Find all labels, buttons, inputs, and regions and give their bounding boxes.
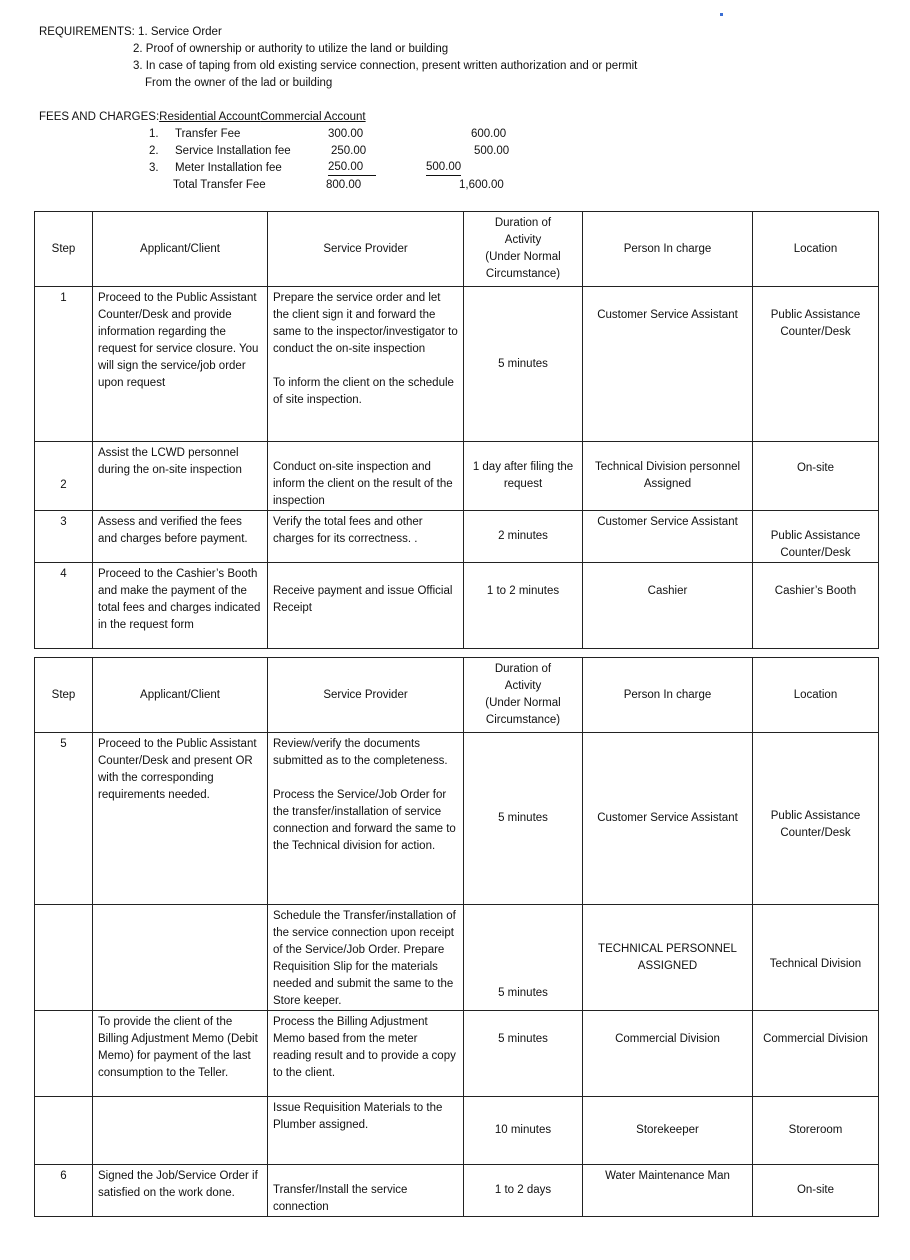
table-row xyxy=(35,1165,879,1217)
fee-total-commercial: 1,600.00 xyxy=(459,179,504,191)
requirements-line-1 xyxy=(39,24,222,41)
row-step: 1 xyxy=(35,287,93,442)
table-row xyxy=(35,1097,879,1165)
row-duration: 1 day after filing the request xyxy=(464,442,583,511)
header-step: Step xyxy=(35,212,93,287)
row-provider: Transfer/Install the service connection xyxy=(268,1165,464,1217)
fee-row-commercial: 600.00 xyxy=(471,128,507,140)
table-row xyxy=(35,1011,879,1097)
row-step: 4 xyxy=(35,563,93,649)
row-applicant xyxy=(93,905,268,1011)
requirement-item-2: 2. Proof of ownership or authority to utilize the land or building xyxy=(133,43,449,55)
row-location: Commercial Division xyxy=(753,1011,879,1097)
header-location: Location xyxy=(753,658,879,733)
process-table-1 xyxy=(34,211,879,649)
fee-row-num: 2. xyxy=(149,145,159,157)
fees-header xyxy=(39,109,366,126)
table-row xyxy=(35,563,879,649)
row-applicant: Proceed to the Public Assistant Counter/Desk and present OR with the corresponding requirements needed. xyxy=(93,733,268,905)
fee-row-name: Service Installation fee xyxy=(175,145,291,157)
row-location: Cashier’s Booth xyxy=(753,563,879,649)
row-provider: Conduct on-site inspection and inform the client on the result of the inspection xyxy=(268,442,464,511)
row-person: Technical Division personnel Assigned xyxy=(583,442,753,511)
header-step: Step xyxy=(35,658,93,733)
process-table-2 xyxy=(34,657,879,1217)
table-header-row xyxy=(35,212,879,287)
row-location: Public Assistance Counter/Desk xyxy=(753,287,879,442)
table-header-row xyxy=(35,658,879,733)
requirement-item-3-continued: From the owner of the lad or building xyxy=(145,77,333,89)
row-applicant: Assist the LCWD personnel during the on-site inspection xyxy=(93,442,268,511)
row-applicant: Assess and verified the fees and charges before payment. xyxy=(93,511,268,563)
row-location: Public Assistance Counter/Desk xyxy=(753,511,879,563)
row-duration: 1 to 2 days xyxy=(464,1165,583,1217)
header-person: Person In charge xyxy=(583,658,753,733)
table-row xyxy=(35,287,879,442)
header-applicant: Applicant/Client xyxy=(93,658,268,733)
row-location: Public Assistance Counter/Desk xyxy=(753,733,879,905)
row-step: 5 xyxy=(35,733,93,905)
row-step: 2 xyxy=(35,442,93,511)
fee-row-commercial: 500.00 xyxy=(474,145,510,157)
row-duration: 5 minutes xyxy=(464,1011,583,1097)
requirement-item-3: 3. In case of taping from old existing service connection, present written authorization and or permit xyxy=(133,60,638,72)
row-applicant: Proceed to the Cashier’s Booth and make the payment of the total fees and charges indicated in the request form xyxy=(93,563,268,649)
row-duration: 1 to 2 minutes xyxy=(464,563,583,649)
row-provider: Prepare the service order and let the client sign it and forward the same to the inspector/investigator to conduct the on-site inspection To inform the client on the schedule of site inspection. xyxy=(268,287,464,442)
fees-col-commercial: Commercial Account xyxy=(260,111,366,123)
table-row xyxy=(35,905,879,1011)
requirements-label: REQUIREMENTS: xyxy=(39,26,135,38)
header-person: Person In charge xyxy=(583,212,753,287)
row-step xyxy=(35,1097,93,1165)
row-location: Storeroom xyxy=(753,1097,879,1165)
row-applicant: Signed the Job/Service Order if satisfied on the work done. xyxy=(93,1165,268,1217)
fee-row-name: Meter Installation fee xyxy=(175,162,282,174)
row-duration: 5 minutes xyxy=(464,287,583,442)
fee-row-num: 3. xyxy=(149,162,159,174)
header-duration: Duration of Activity (Under Normal Circumstance) xyxy=(464,658,583,733)
fee-total-residential: 800.00 xyxy=(326,179,362,191)
table-row xyxy=(35,511,879,563)
row-provider: Review/verify the documents submitted as to the completeness. Process the Service/Job Order for the transfer/installation of service connection and forward the same to the Technical division for action. xyxy=(268,733,464,905)
table-row xyxy=(35,733,879,905)
fee-row-residential: 250.00 xyxy=(328,160,376,176)
row-applicant: Proceed to the Public Assistant Counter/Desk and provide information regarding the request for service closure. You will sign the service/job order upon request xyxy=(93,287,268,442)
header-provider: Service Provider xyxy=(268,212,464,287)
fees-col-residential: Residential Account xyxy=(159,111,261,123)
row-applicant: To provide the client of the Billing Adjustment Memo (Debit Memo) for payment of the last consumption to the Teller. xyxy=(93,1011,268,1097)
row-step: 3 xyxy=(35,511,93,563)
requirement-item-1: 1. Service Order xyxy=(138,26,222,38)
header-applicant: Applicant/Client xyxy=(93,212,268,287)
fees-label: FEES AND CHARGES: xyxy=(39,111,160,123)
header-location: Location xyxy=(753,212,879,287)
row-location: On-site xyxy=(753,442,879,511)
row-location: Technical Division xyxy=(753,905,879,1011)
fee-total-label: Total Transfer Fee xyxy=(173,179,266,191)
row-step: 6 xyxy=(35,1165,93,1217)
header-duration: Duration of Activity (Under Normal Circumstance) xyxy=(464,212,583,287)
row-person: Customer Service Assistant xyxy=(583,733,753,905)
blue-mark xyxy=(720,13,723,16)
row-person: Water Maintenance Man xyxy=(583,1165,753,1217)
row-step xyxy=(35,1011,93,1097)
row-person: TECHNICAL PERSONNEL ASSIGNED xyxy=(583,905,753,1011)
row-person: Storekeeper xyxy=(583,1097,753,1165)
fee-row-commercial: 500.00 xyxy=(426,160,461,176)
row-provider: Process the Billing Adjustment Memo based from the meter reading result and to provide a copy to the client. xyxy=(268,1011,464,1097)
fee-row-num: 1. xyxy=(149,128,159,140)
row-person: Customer Service Assistant xyxy=(583,287,753,442)
header-provider: Service Provider xyxy=(268,658,464,733)
row-person: Customer Service Assistant xyxy=(583,511,753,563)
row-duration: 10 minutes xyxy=(464,1097,583,1165)
fee-row-name: Transfer Fee xyxy=(175,128,241,140)
fee-row-residential: 250.00 xyxy=(331,145,367,157)
fee-row-residential: 300.00 xyxy=(328,128,364,140)
row-step xyxy=(35,905,93,1011)
row-person: Commercial Division xyxy=(583,1011,753,1097)
row-provider: Receive payment and issue Official Receipt xyxy=(268,563,464,649)
row-duration: 5 minutes xyxy=(464,905,583,1011)
row-duration: 2 minutes xyxy=(464,511,583,563)
row-applicant xyxy=(93,1097,268,1165)
row-person: Cashier xyxy=(583,563,753,649)
table-row xyxy=(35,442,879,511)
row-provider: Issue Requisition Materials to the Plumber assigned. xyxy=(268,1097,464,1165)
row-duration: 5 minutes xyxy=(464,733,583,905)
row-provider: Schedule the Transfer/installation of the service connection upon receipt of the Service/Job Order. Prepare Requisition Slip for the materials needed and submit the same to the Store keeper. xyxy=(268,905,464,1011)
row-location: On-site xyxy=(753,1165,879,1217)
row-provider: Verify the total fees and other charges for its correctness. . xyxy=(268,511,464,563)
